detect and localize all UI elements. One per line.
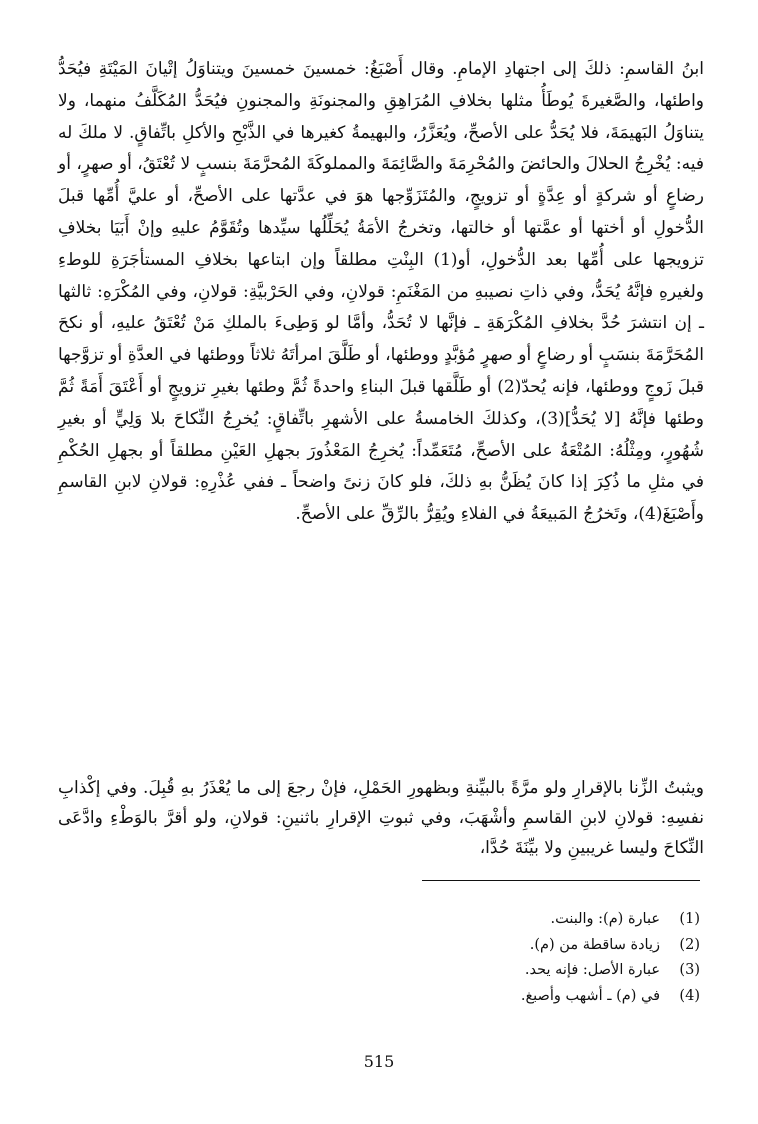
footnote-number: (2) [679,936,700,953]
footnote-text: عبارة الأصل: فإنه يحد. [524,962,660,978]
footnote-number: (4) [679,987,700,1004]
footnote-number: (3) [679,962,700,978]
footnote-2 [340,933,700,959]
footnote-divider [422,880,700,881]
footnote-3 [340,958,700,984]
page-number: 515 [363,1052,395,1071]
paragraph-2: ويثبتُ الزِّنا بالإقرارِ ولو مرَّةً بالبيِّنةِ وبظهورِ الحَمْلِ، فإنْ رجعَ إلى ما يُعْذَرُ بهِ قُبِلَ. وفي إكْذابِ نفسِهِ: قولانِ لابنِ القاسمِ وأشْهَبَ، وفي ثبوتِ الإقرارِ باثنينِ: قولانِ، ولو أقرَّ بالوَطْءِ وادَّعَى النِّكاحَ وليسا غريبينِ ولا بيِّنَةَ حُدَّا، [58,778,704,858]
footnote-text: عبارة (م): والبنت. [550,911,660,927]
footnote-text: في (م) ـ أشهب وأصبغ. [520,987,660,1004]
footnotes [340,907,700,1009]
footnote-1 [340,907,700,933]
main-body-text [58,54,704,531]
footnote-4 [340,984,700,1010]
footnote-text: زيادة ساقطة من (م). [529,936,660,953]
footnote-number: (1) [679,911,700,927]
paragraph-1: ابنُ القاسمِ: ذلكَ إلى اجتهادِ الإمامِ. وقال أَصْبَغُ: خمسينَ خمسينَ ويتناوَلُ إتْيانَ المَيْتَةِ فيُحَدُّ واطئها، والصَّغيرةَ يُوطَأُ مثلها بخلافِ المُرَاهِقِ والمجنونَةِ والمجنونِ فيُحَدُّ المُكَلَّفُ منهما، ولا يتناوَلُ البَهيمَةَ، فلا يُحَدُّ على الأصحِّ، ويُعَزَّرُ، والبهيمةُ كغيرها في الذَّبْحِ والأكلِ باتِّفاقٍ. لا ملكَ له فيه: يُخْرِجُ الحلالَ والحائضَ والمُحْرِمَةَ والصَّائِمَةَ والمملوكَةَ المُحرَّمَةَ بنسبٍ لا تُعْتَقُ، أو صهرٍ، أو رضاعٍ أو شركةٍ أو عِدَّةٍ أو تزويجٍ، والمُتَزَوِّجها هوَ في عدَّتها على الأصحِّ، أو عليَّ أُمِّها قبلَ الدُّخولِ أو أختها أو عمَّتها أو خالتها، وتخرجُ الأمَةُ يُحَلِّلُها سيِّدها وتُقَوَّمُ عليهِ وإنْ أَبَيَا بخلافِ تزويجها على أُمِّها بعد الدُّخولِ، أو(1) البِنْتِ مطلقاً وإن ابتاعها بخلافِ المستأجَرَةِ للوطءِ ولغيرهِ فإنَّهُ يُحَدُّ، وفي ذاتِ نصيبهِ من المَغْنَمِ: قولانِ، وفي الحَرْبيَّةِ: قولانِ، وفي المُكْرَهِ: ثالثها ـ إن انتشرَ حُدَّ بخلافِ المُكْرَهَةِ ـ فإنَّها لا تُحَدُّ، وأمَّا لو وَطِىءَ بالملكِ مَنْ تُعْتَقُ عليهِ، أو نكحَ المُحَرَّمَةَ بنسَبٍ أو رضاعٍ أو صهرٍ مُؤبَّدٍ ووطئها، أو طَلَّقَ امرأتَهُ ثلاثاً ووطئها في العدَّةِ أو تزوَّجها قبلَ زَوجٍ ووطئها، فإنه يُحدّ(2) أو طَلَّقها قبلَ البناءِ واحدةً ثُمَّ وطئها بغيرِ تزويجٍ أو أَعْتَقَ أَمَةً ثُمَّ وطئها فإنَّهُ [لا يُحَدُّ](3)، وكذلكَ الخامسةُ على الأشهرِ باتِّفاقٍ: يُخرِجُ النِّكاحَ بلا وَلِيٍّ أو بغيرِ شُهُورٍ، ومِثْلُهُ: المُتْعَةُ على الأصحِّ، مُتَعَمِّداً: يُخرِجُ المَعْذُورَ بجهلِ العَيْنِ مطلقاً أو بجهلِ الحُكْمِ في مثلِ ما ذُكِرَ إذا كانَ يُظَنُّ بهِ ذلكَ، فلو كانَ زنىً واضحاً ـ ففي عُذْرِهِ: قولانِ لابنِ القاسمِ وأَصْبَغَ(4)، وتَخرُجُ المَبيعَةُ في الفلاءِ ويُقِرُّ بالرِّقِّ على الأصحِّ. [58,59,704,525]
main-body-text-2 [58,773,704,863]
